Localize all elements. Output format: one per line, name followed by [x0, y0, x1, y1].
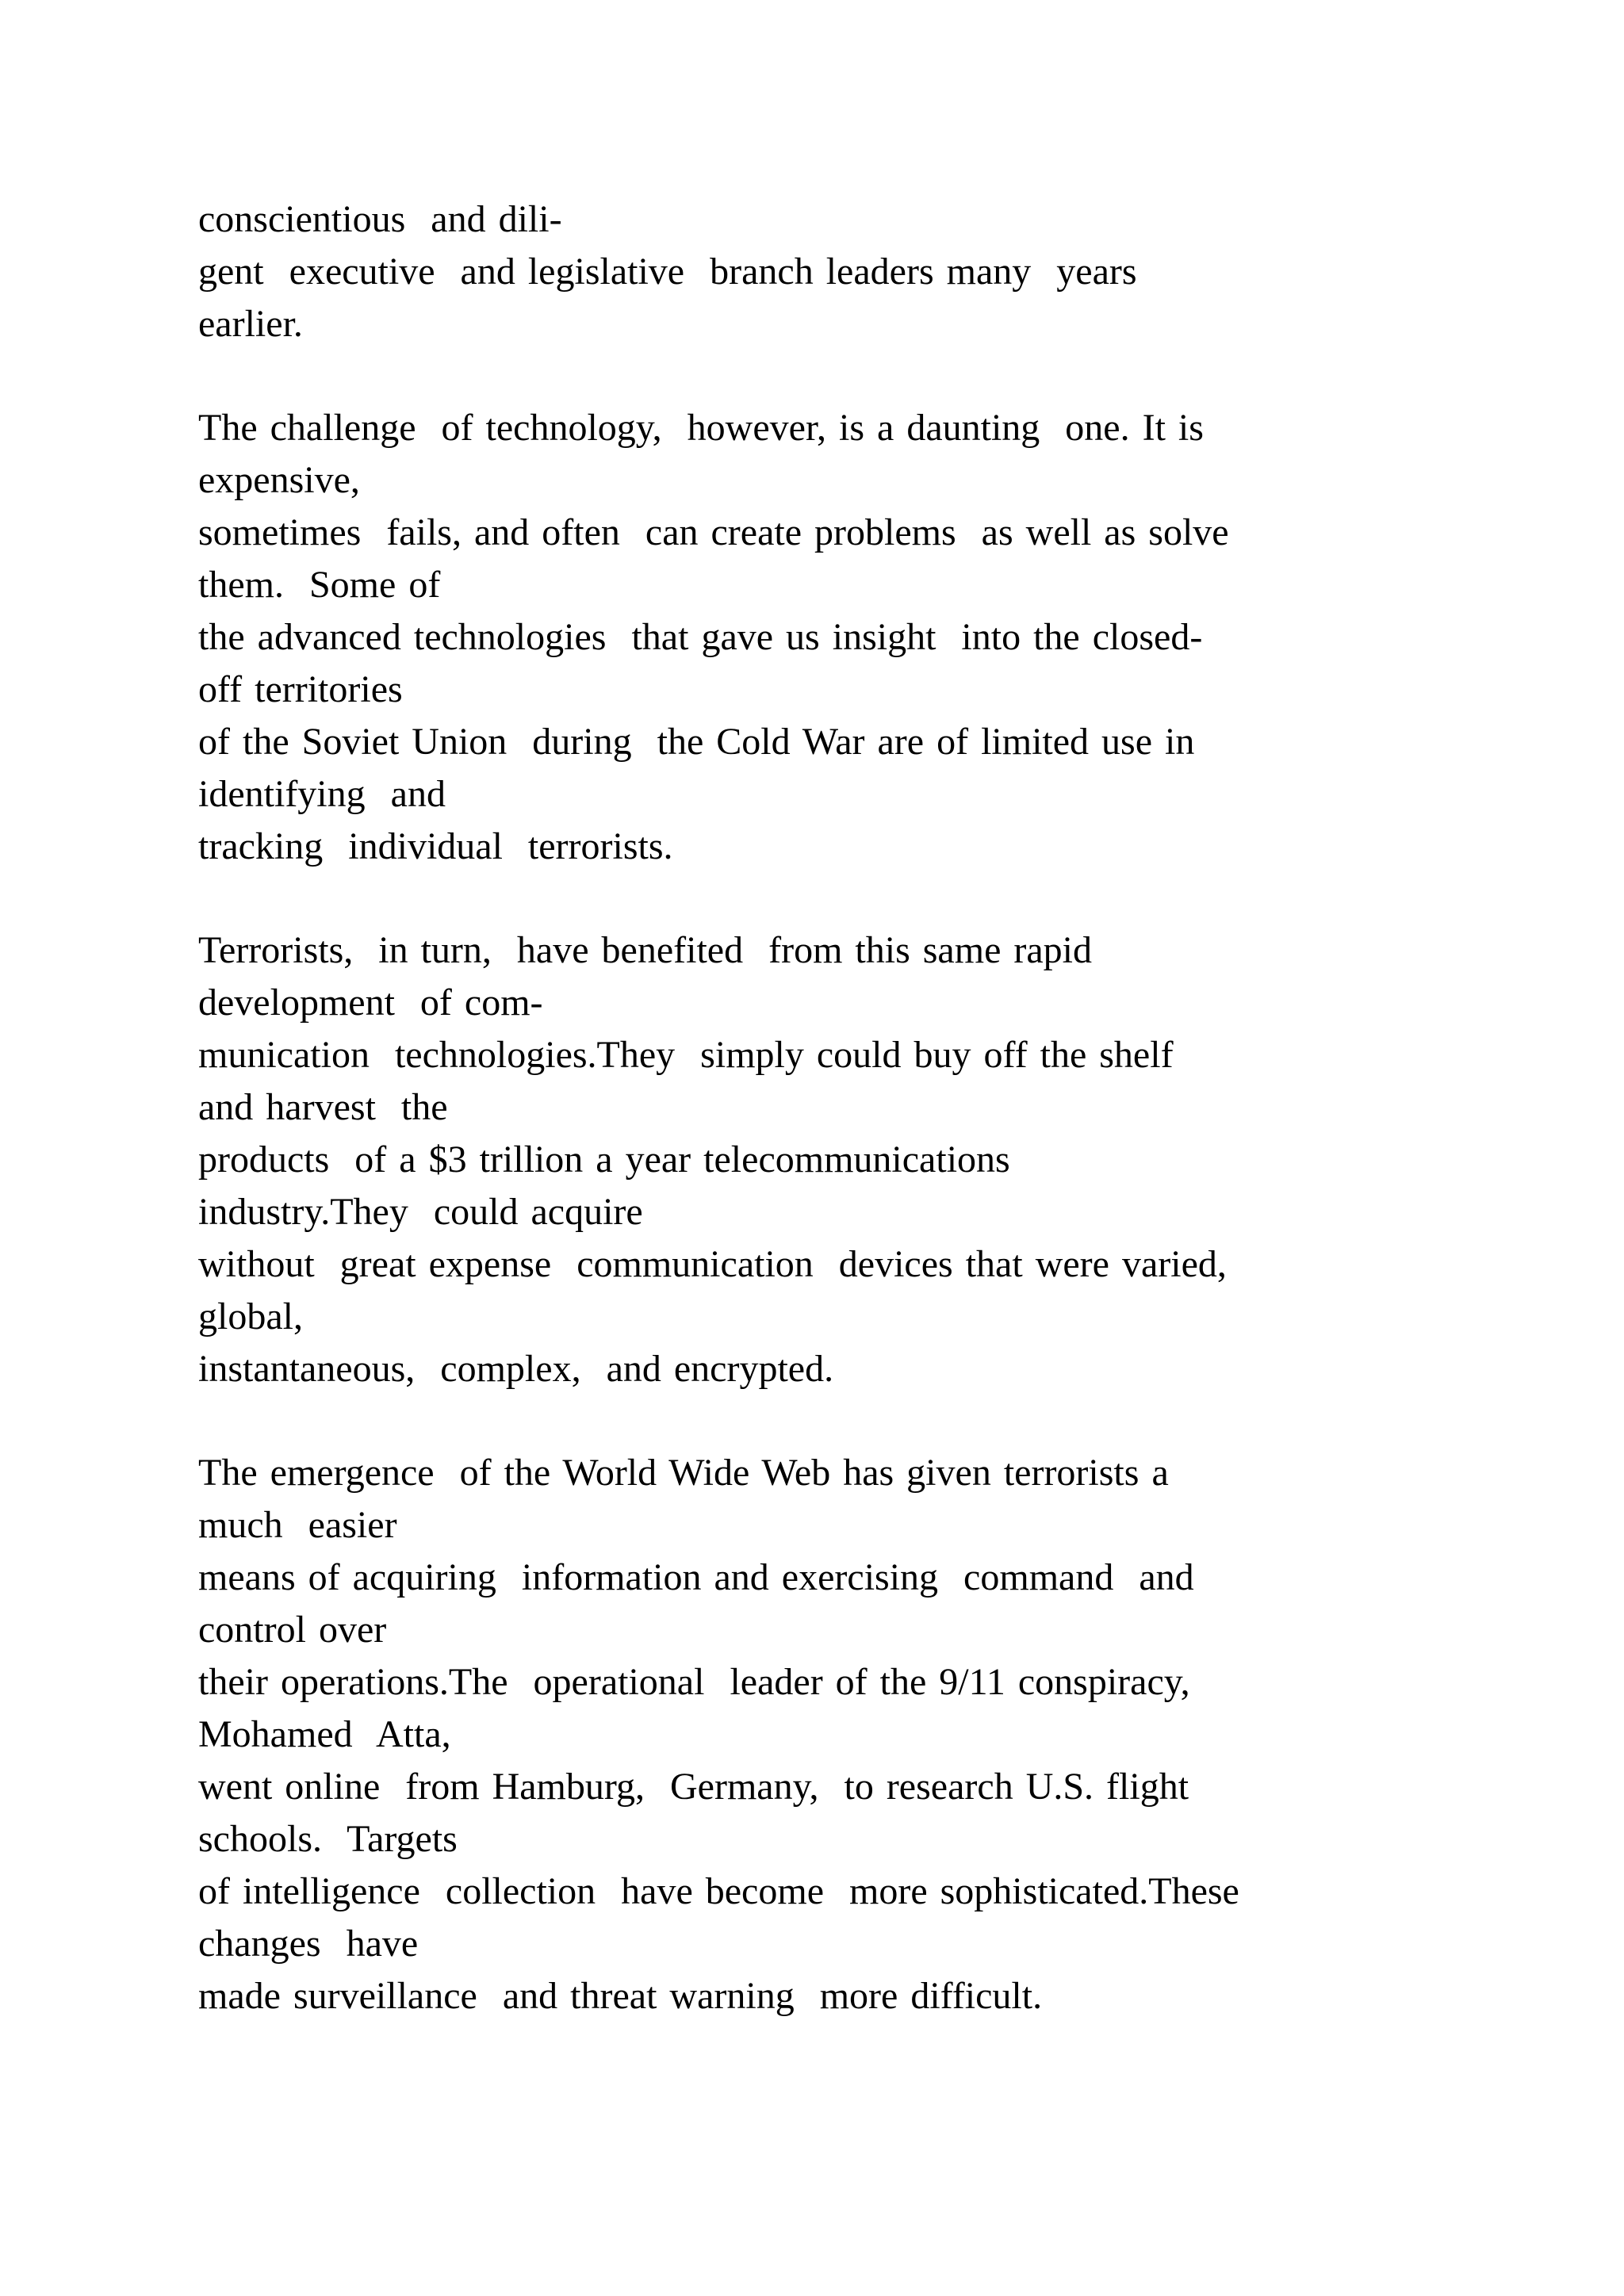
text-line: The emergence of the World Wide Web has given terrorists a	[198, 1452, 1169, 1494]
paragraph-gap	[198, 350, 1546, 402]
text-line: development of com-	[198, 982, 543, 1024]
text-line: their operations.The operational leader of the 9/11 conspiracy,	[198, 1661, 1190, 1703]
text-line: instantaneous, complex, and encrypted.	[198, 1348, 834, 1390]
paragraph-gap	[198, 1395, 1546, 1447]
text-line: expensive,	[198, 459, 360, 501]
text-line: earlier.	[198, 303, 303, 345]
paragraph-gap	[198, 873, 1546, 924]
paragraph-2	[198, 402, 1546, 873]
text-line: the advanced technologies that gave us insight into the closed-	[198, 616, 1203, 658]
text-line: went online from Hamburg, Germany, to research U.S. flight	[198, 1766, 1189, 1808]
text-line: of the Soviet Union during the Cold War are of limited use in	[198, 721, 1195, 763]
text-line: means of acquiring information and exercising command and	[198, 1556, 1194, 1598]
text-line: much easier	[198, 1504, 397, 1546]
text-line: Terrorists, in turn, have benefited from this same rapid	[198, 929, 1092, 971]
text-line: The challenge of technology, however, is a daunting one. It is	[198, 407, 1204, 449]
text-line: off territories	[198, 668, 403, 710]
text-line: industry.They could acquire	[198, 1191, 643, 1233]
paragraph-4	[198, 1447, 1546, 2022]
text-line: them. Some of	[198, 564, 441, 606]
text-line: tracking individual terrorists.	[198, 825, 673, 867]
text-line: changes have	[198, 1923, 419, 1965]
text-line: Mohamed Atta,	[198, 1713, 451, 1755]
text-line: made surveillance and threat warning more difficult.	[198, 1975, 1043, 2017]
text-line: products of a $3 trillion a year telecommunications	[198, 1138, 1010, 1181]
text-line: identifying and	[198, 773, 446, 815]
text-line: conscientious and dili-	[198, 198, 562, 240]
text-line: schools. Targets	[198, 1818, 458, 1860]
text-line: and harvest the	[198, 1086, 448, 1128]
text-line: of intelligence collection have become more sophisticated.These	[198, 1870, 1239, 1912]
paragraph-3	[198, 924, 1546, 1395]
text-line: sometimes fails, and often can create problems as well as solve	[198, 511, 1229, 553]
text-line: gent executive and legislative branch leaders many years	[198, 251, 1137, 293]
text-line: global,	[198, 1295, 303, 1337]
text-line: control over	[198, 1609, 387, 1651]
text-line: munication technologies.They simply could buy off the shelf	[198, 1034, 1174, 1076]
paragraph-1	[198, 193, 1546, 350]
text-line: without great expense communication devices that were varied,	[198, 1243, 1227, 1285]
body-text	[198, 193, 1546, 2022]
